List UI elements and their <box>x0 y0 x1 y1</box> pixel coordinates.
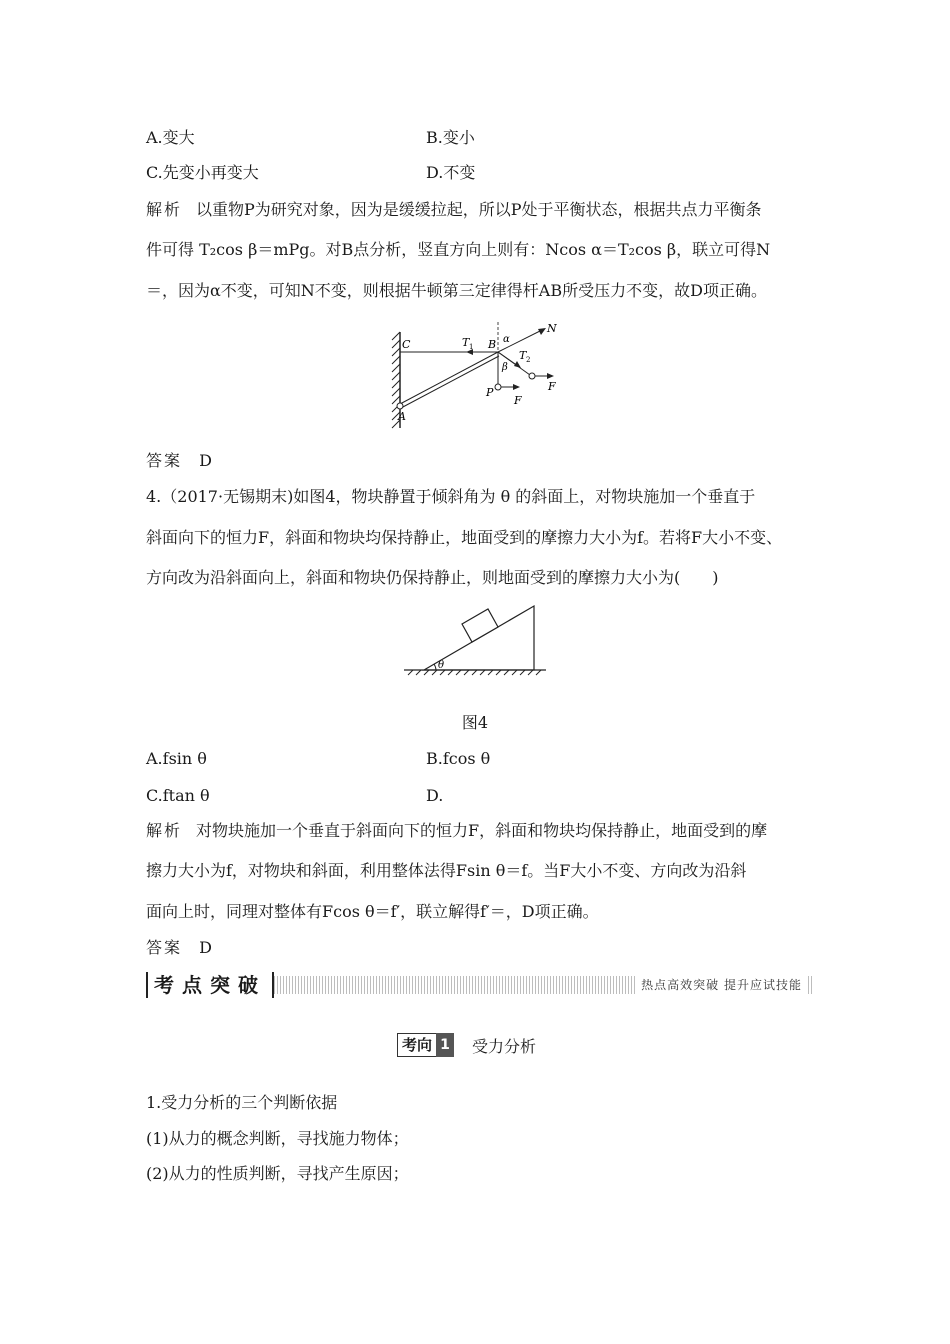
q3-answer-value: D <box>199 451 212 470</box>
label-b: B <box>488 338 497 351</box>
label-t1-sub: 1 <box>469 343 474 351</box>
q4-stem-line-3: 方向改为沿斜面向上，斜面和物块仍保持静止，则地面受到的摩擦力大小为( ) <box>146 568 719 587</box>
q3-option-a: A.变大 <box>146 128 195 147</box>
q4-incline-figure <box>404 600 549 680</box>
q3-option-b: B.变小 <box>426 128 475 147</box>
label-f2: F <box>548 380 556 393</box>
q4-answer <box>146 937 212 959</box>
q3-force-diagram <box>380 318 570 433</box>
topic-number: 1 <box>436 1033 454 1057</box>
body-line-3: (2)从力的性质判断，寻找产生原因； <box>146 1164 409 1183</box>
mass-p <box>495 384 501 390</box>
label-alpha: α <box>503 334 510 345</box>
label-beta: β <box>502 362 508 373</box>
hinge-a <box>397 403 403 409</box>
q4-option-a: A.fsin θ <box>146 749 207 768</box>
q4-analysis-label: 解析 <box>146 821 183 840</box>
q4-answer-label: 答案 <box>146 938 183 957</box>
q4-option-c: C.ftan θ <box>146 786 210 805</box>
topic-label: 受力分析 <box>472 1036 537 1056</box>
label-t2-sub: 2 <box>526 356 531 364</box>
q4-figure-caption: 图4 <box>461 713 489 732</box>
q3-answer-label: 答案 <box>146 451 183 470</box>
q4-option-d: D. <box>426 786 444 805</box>
topic-box: 考向 <box>397 1033 437 1057</box>
topic-heading <box>397 1033 536 1057</box>
label-p: P <box>486 386 494 399</box>
q4-option-b: B.fcos θ <box>426 749 491 768</box>
q3-analysis-line-2: 件可得 T₂cos β＝mPg。对B点分析，竖直方向上则有：Ncos α＝T₂cos β，联立可得N <box>146 240 771 259</box>
section-subtitle: 热点高效突破 提升应试技能 <box>637 976 806 994</box>
q4-stem-line-1: 4.（2017·无锡期末)如图4，物块静置于倾斜角为 θ 的斜面上，对物块施加一个垂直于 <box>146 487 756 506</box>
label-t2: T <box>519 349 527 362</box>
label-a: A <box>398 410 406 423</box>
q3-option-c: C.先变小再变大 <box>146 163 259 182</box>
body-line-2: (1)从力的概念判断，寻找施力物体； <box>146 1129 409 1148</box>
section-title: 考点突破 <box>146 972 274 998</box>
q3-analysis-label: 解析 <box>146 200 183 219</box>
q4-stem-line-2: 斜面向下的恒力F，斜面和物块均保持静止，地面受到的摩擦力大小为f。若将F大小不变、 <box>146 528 783 547</box>
q3-option-d: D.不变 <box>426 163 476 182</box>
q4-analysis-line-1: 对物块施加一个垂直于斜面向下的恒力F，斜面和物块均保持静止，地面受到的摩 <box>196 821 768 840</box>
label-f1: F <box>514 394 522 407</box>
block <box>462 609 498 642</box>
label-c: C <box>402 338 411 351</box>
q3-analysis-line-3: ＝，因为α不变，可知N不变，则根据牛顿第三定律得杆AB所受压力不变，故D项正确。 <box>146 281 767 300</box>
label-t1: T <box>462 336 470 349</box>
body-line-1: 1.受力分析的三个判断依据 <box>146 1093 338 1112</box>
section-banner <box>146 972 814 998</box>
q4-answer-value: D <box>199 938 212 957</box>
q4-analysis-line-3: 面向上时，同理对整体有Fcos θ＝f′，联立解得f′＝，D项正确。 <box>146 902 599 921</box>
q4-analysis-line-2: 擦力大小为f，对物块和斜面，利用整体法得Fsin θ＝f。当F大小不变、方向改为沿斜 <box>146 861 747 880</box>
label-n: N <box>547 322 557 335</box>
q3-analysis-line-1: 以重物P为研究对象，因为是缓缓拉起，所以P处于平衡状态，根据共点力平衡条 <box>196 200 762 219</box>
q3-answer <box>146 450 212 472</box>
label-theta: θ <box>438 660 445 671</box>
rod-ab <box>400 352 498 404</box>
